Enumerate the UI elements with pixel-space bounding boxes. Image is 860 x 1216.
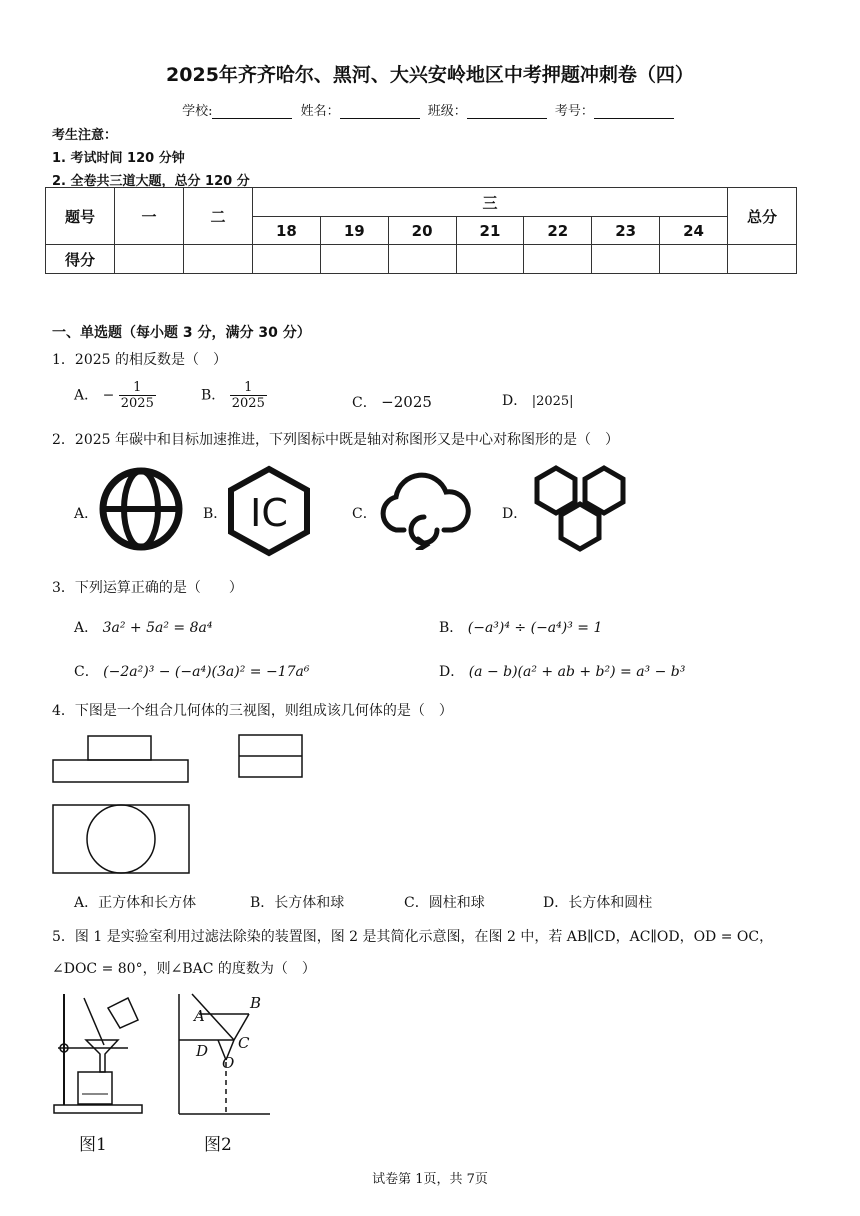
student-info-line (0, 100, 860, 119)
q3-option-b[interactable] (439, 617, 602, 637)
q4-option-a[interactable]: A．正方体和长方体 (74, 895, 197, 911)
q1-option-d[interactable] (502, 390, 574, 410)
geometry-figure-2 (174, 990, 274, 1120)
score-table-sub-number: 21 (456, 217, 524, 245)
class-blank (467, 104, 547, 119)
score-table-total-header: 总分 (728, 188, 797, 245)
figure-2-caption: 图2 (204, 1135, 232, 1155)
score-cell[interactable] (456, 245, 524, 274)
school-blank (212, 104, 292, 119)
q1-option-c-label: C． (352, 395, 377, 411)
globe-icon (98, 466, 184, 552)
figure-1-caption: 图1 (79, 1135, 107, 1155)
q1-option-b-label: B． (201, 387, 226, 404)
score-table-question-header: 题号 (46, 188, 115, 245)
cloud-refresh-icon (374, 470, 474, 550)
lab-apparatus-figure-1 (48, 990, 148, 1120)
score-cell[interactable] (253, 245, 321, 274)
q3-option-b-expr: (−a³)⁴ ÷ (−a⁴)³ = 1 (467, 620, 603, 636)
page-footer: 试卷第 1页，共 7页 (372, 1172, 488, 1187)
q3-option-d-expr: (a − b)(a² + ab + b²) = a³ − b³ (468, 664, 686, 680)
number-label: 考号： (554, 104, 594, 119)
q1-option-a-label: A． (74, 387, 99, 404)
name-blank (340, 104, 420, 119)
q3-option-b-label: B． (439, 620, 464, 636)
q1-option-a[interactable] (74, 380, 156, 411)
ic-hexagon-icon (224, 464, 314, 558)
q2-option-c-label[interactable]: C． (352, 506, 377, 522)
q1-option-a-sign: − (102, 387, 115, 404)
score-table-sub-number: 20 (388, 217, 456, 245)
number-blank (594, 104, 674, 119)
score-cell[interactable] (728, 245, 797, 274)
q1-option-d-value: |2025| (531, 394, 574, 409)
q3-option-a-label: A． (74, 620, 99, 636)
score-cell[interactable] (660, 245, 728, 274)
name-label: 姓名： (300, 104, 340, 119)
score-table-section-one: 一 (115, 188, 184, 245)
q1-option-c-value: −2025 (381, 393, 432, 411)
class-label: 班级： (427, 104, 467, 119)
side-view-figure (236, 733, 306, 781)
q2-option-a-label[interactable]: A． (74, 506, 99, 522)
score-cell[interactable] (184, 245, 253, 274)
notice-heading: 考生注意： (52, 128, 118, 143)
score-table-sub-number: 22 (524, 217, 592, 245)
svg-text:B: B (250, 994, 262, 1012)
q1-option-a-fraction: $\frac{1}{2025}$ (120, 380, 154, 411)
q5-stem-line-1: 5．图 1 是实验室利用过滤法除染的装置图，图 2 是其简化示意图，在图 2 中，若 AB∥CD，AC∥OD，OD = OC， (52, 929, 774, 945)
score-cell[interactable] (592, 245, 660, 274)
q1-option-b[interactable] (201, 380, 267, 411)
school-label: 学校: (182, 104, 213, 119)
q4-stem: 4．下图是一个组合几何体的三视图，则组成该几何体的是（ ） (52, 703, 453, 719)
score-table-section-two: 二 (184, 188, 253, 245)
q2-stem: 2．2025 年碳中和目标加速推进，下列图标中既是轴对称图形又是中心对称图形的是（ ） (52, 432, 619, 448)
q3-option-c-label: C． (74, 664, 99, 680)
score-cell[interactable] (524, 245, 592, 274)
score-cell[interactable] (320, 245, 388, 274)
q4-option-c[interactable]: C．圆柱和球 (404, 895, 485, 911)
score-cell[interactable] (115, 245, 184, 274)
q5-stem-line-2: ∠DOC = 80°，则∠BAC 的度数为（ ） (52, 961, 316, 977)
q1-option-b-fraction: $\frac{1}{2025}$ (231, 380, 265, 411)
q3-stem: 3．下列运算正确的是（ ） (52, 580, 243, 596)
q3-option-c[interactable] (74, 661, 309, 681)
notice-item-2: 2. 全卷共三道大题，总分 120 分 (52, 174, 250, 189)
q3-option-d[interactable] (439, 661, 685, 681)
section-1-heading: 一、单选题（每小题 3 分，满分 30 分） (52, 325, 311, 341)
q3-option-a[interactable] (74, 617, 212, 637)
score-table-sub-number: 23 (592, 217, 660, 245)
notice-item-1: 1. 考试时间 120 分钟 (52, 151, 185, 166)
q1-option-c[interactable] (352, 392, 432, 412)
svg-text:O: O (222, 1054, 235, 1072)
score-table-sub-number: 18 (253, 217, 321, 245)
q3-option-a-expr: 3a² + 5a² = 8a⁴ (102, 620, 213, 636)
hexagon-cluster-icon (524, 464, 636, 558)
top-view-figure (50, 802, 193, 876)
q4-option-d[interactable]: D．长方体和圆柱 (543, 895, 653, 911)
q2-option-b-label[interactable]: B． (203, 506, 228, 522)
score-table-score-label: 得分 (46, 245, 115, 274)
score-table-sub-number: 24 (660, 217, 728, 245)
q1-option-d-label: D． (502, 393, 528, 409)
svg-text:C: C (238, 1034, 250, 1052)
score-table-sub-number: 19 (320, 217, 388, 245)
q3-option-c-expr: (−2a²)³ − (−a⁴)(3a)² = −17a⁶ (103, 664, 310, 680)
q2-option-d-label[interactable]: D． (502, 506, 528, 522)
svg-text:D: D (196, 1042, 209, 1060)
front-view-figure (50, 733, 192, 785)
ic-text: IC (250, 491, 288, 535)
svg-text:A: A (194, 1007, 205, 1025)
score-table (45, 187, 797, 274)
exam-title: 2025年齐齐哈尔、黑河、大兴安岭地区中考押题冲刺卷（四） (166, 64, 694, 86)
score-table-section-three: 三 (253, 188, 728, 217)
q3-option-d-label: D． (439, 664, 465, 680)
q1-stem: 1．2025 的相反数是（ ） (52, 352, 227, 368)
q4-option-b[interactable]: B．长方体和球 (250, 895, 345, 911)
score-cell[interactable] (388, 245, 456, 274)
